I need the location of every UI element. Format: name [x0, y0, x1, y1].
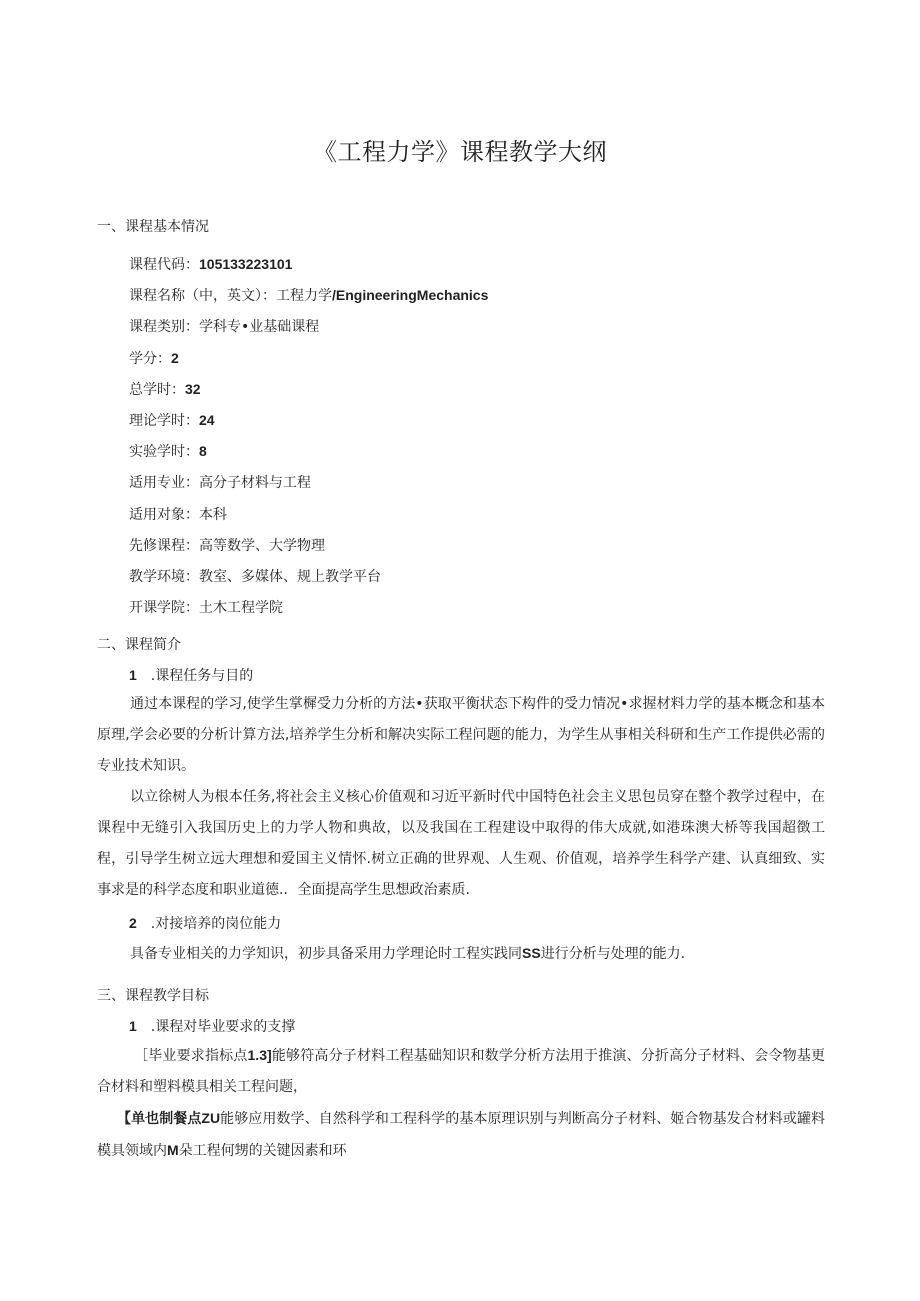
info-label: 课程类别：学科专•业基础课程	[129, 319, 320, 336]
info-value: 8	[199, 443, 207, 460]
info-label: 课程名称（中，英文）：工程力学	[129, 288, 332, 305]
info-label: 学分：	[129, 350, 171, 367]
paragraph-text-bold: 1.3]	[247, 1047, 272, 1063]
paragraph-indicator-1-3	[97, 1040, 825, 1103]
subheading-text: .课程任务与目的	[150, 668, 254, 684]
paragraph-text: 进行分析与处理的能力.	[540, 946, 686, 962]
paragraph-task-purpose: 通过本课程的学习,使学生掌樨受力分析的方法•获取平衡状态下构件的受力情况•求握材料力学的基本概念和基本原理,学会必要的分析计算方法,培养学生分析和解决实际工程问题的能力，为学生从事相关科研和生产工作提供必需的专业技术知识。	[97, 696, 825, 774]
paragraph-text-bold: 【单也制餐点	[117, 1110, 202, 1126]
paragraph-text: 能够应用数学、自然科学和工程科学的基本原理识别与判断高分子材料、姬合物基发合材料或罐料模具领域内	[97, 1111, 826, 1159]
info-row	[129, 535, 325, 555]
subheading-text: .课程对毕业要求的支撑	[150, 1019, 296, 1035]
subheading-number: 1	[129, 667, 137, 683]
page-title: 《工程力学》课程教学大纲	[313, 138, 607, 166]
info-label: 先修课程：高等数学、大学物理	[129, 537, 325, 554]
section-heading-objectives: 三、课程教学目标	[97, 988, 209, 1004]
paragraph-job-ability	[97, 938, 825, 970]
paragraph-text: ［毕业要求指标点	[134, 1048, 248, 1064]
info-row	[129, 254, 292, 274]
paragraph-text-bold: M	[167, 1142, 179, 1158]
subheading-text: .对接培养的岗位能力	[150, 916, 282, 932]
paragraph-text-bold: ZU	[201, 1110, 221, 1126]
info-row	[129, 472, 311, 492]
info-value: 24	[199, 412, 215, 428]
subheading-number: 2	[129, 915, 137, 931]
info-label: 适用对象：本科	[129, 506, 227, 523]
paragraph-text: 能够符高分子材料工程基础知识和数学分析方法用于推演、分折高分子材料、会令物基更合材料和塑料模具相关工程问题，	[97, 1048, 826, 1095]
info-label: 课程代码：	[129, 257, 199, 273]
info-row	[129, 285, 488, 305]
paragraph-ideology: 以立徐树人为根本任务,将社会主义核心价值观和习近平新时代中国特色社会主义思包员穿在整个教学过程中，在课程中无缝引入我国历史上的力学人物和典故，以及我国在工程建设中取得的伟大成就,如港珠澳大桥等我国超徴工程，引导学生树立远大理想和爱国主义情怀.树立正确的世界观、人生观、价值观，培养学生科学产建、认真细致、实事求是的科学态度和职业道德.．全面提高学生思想政治素质.	[97, 789, 825, 898]
subheading-number: 1	[129, 1018, 137, 1034]
section-heading-intro: 二、课程简介	[97, 637, 181, 653]
paragraph-text-bold: SS	[522, 945, 541, 961]
info-row	[129, 410, 215, 430]
info-label: 理论学时：	[129, 413, 199, 429]
info-value: 2	[171, 349, 179, 366]
info-label: 教学环境：教室、多媒体、规上教学平台	[129, 569, 381, 585]
info-row	[129, 566, 381, 586]
paragraph-text: 具备专业相关的力学知识，初步具备采用力学理论时工程实践同	[130, 946, 522, 962]
info-value: /EngineeringMechanics	[332, 287, 489, 304]
paragraph-indicator-2	[97, 1103, 825, 1167]
info-label: 适用专业：高分子材料与工程	[129, 475, 311, 492]
info-row	[129, 597, 283, 617]
info-row	[129, 348, 179, 368]
paragraph-text: 朵工程何甥的关键因素和环	[178, 1143, 347, 1159]
info-row	[129, 441, 207, 461]
info-row	[129, 316, 319, 336]
info-label: 实验学时：	[129, 444, 199, 461]
subheading-task-purpose	[129, 665, 253, 685]
section-heading-basic-info: 一、课程基本情况	[97, 219, 209, 235]
info-row	[129, 379, 201, 399]
info-row	[129, 504, 227, 524]
info-label: 总学时：	[129, 381, 185, 398]
subheading-graduation-support	[129, 1016, 295, 1036]
info-value: 105133223101	[199, 256, 293, 272]
subheading-job-ability	[129, 913, 281, 933]
info-value: 32	[185, 380, 201, 397]
info-label: 开课学院：土木工程学院	[129, 600, 283, 617]
